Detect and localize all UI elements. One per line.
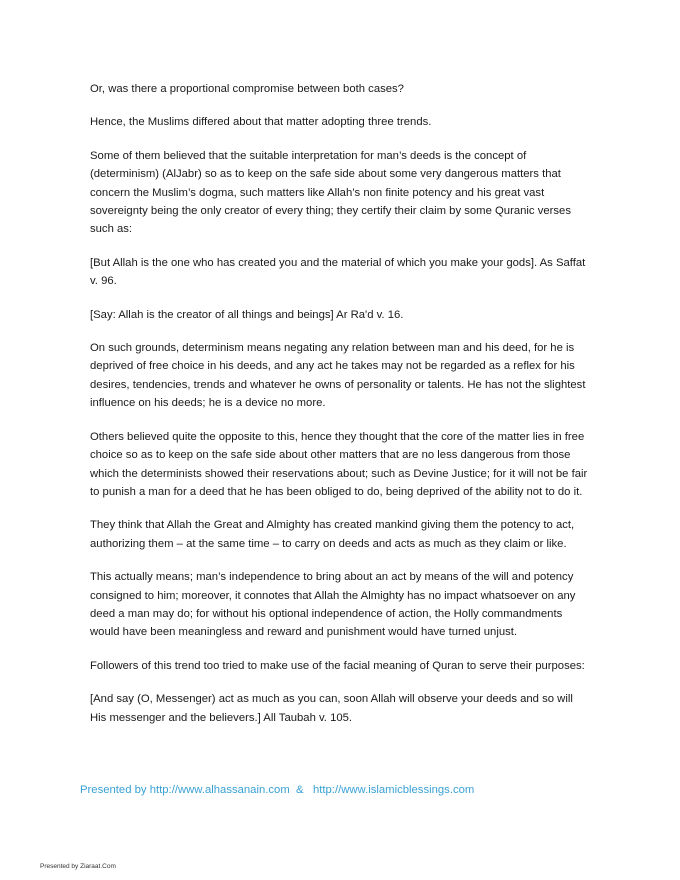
document-body (90, 80, 590, 742)
paragraph: This actually means; man’s independence to bring about an act by means of the will and potency consigned to him; moreover, it connotes that Allah the Almighty has no impact whatsoever on any deed a man may do; for without his optional independence of action, the Holly commandments would have been meaningless and reward and punishment would have turned unjust. (90, 571, 576, 639)
paragraph: Or, was there a proportional compromise between both cases? (90, 83, 404, 95)
paragraph: They think that Allah the Great and Almighty has created mankind giving them the potency to act, authorizing them – at the same time – to carry on deeds and acts as much as they claim or like. (90, 519, 575, 550)
site-credit: Presented by Ziaraat.Com (40, 863, 116, 870)
paragraph: Others believed quite the opposite to this, hence they thought that the core of the matter lies in free choice so as to keep on the safe side about other matters that are no less dangerous from those which the determinists showed their reservations about; such as Devine Justice; for it will not be fair to punish a man for a deed that he has been obliged to do, being deprived of the ability not to do it. (90, 430, 588, 498)
paragraph: [Say: Allah is the creator of all things and beings] Ar Ra'd v. 16. (90, 308, 404, 321)
paragraph: [And say (O, Messenger) act as much as you can, soon Allah will observe your deeds and so will His messenger and the believers.] All Taubah v. 105. (90, 693, 573, 724)
paragraph: Some of them believed that the suitable interpretation for man’s deeds is the concept of (determinism) (AlJabr) so as to keep on the safe side about some very dangerous matters that concern the Muslim’s dogma, such matters like Allah’s non finite potency and his great vast sovereignty being the only creator of every thing; they certify their claim by some Quranic verses such as: (90, 149, 571, 236)
paragraph: [But Allah is the one who has created you and the material of which you make your gods]. As Saffat v. 96. (90, 256, 586, 288)
paragraph: Hence, the Muslims differed about that matter adopting three trends. (90, 116, 432, 129)
paragraph: On such grounds, determinism means negating any relation between man and his deed, for he is deprived of free choice in his deeds, and any act he takes may not be regarded as a reflex for his desires, tendencies, trends and whatever he owns of personality or talents. He has not the slightest influence on his deeds; he is a device no more. (90, 342, 586, 410)
presented-by-links[interactable]: Presented by http://www.alhassanain.com & http://www.islamicblessings.com (80, 784, 475, 796)
paragraph: Followers of this trend too tried to make use of the facial meaning of Quran to serve their purposes: (90, 659, 585, 672)
